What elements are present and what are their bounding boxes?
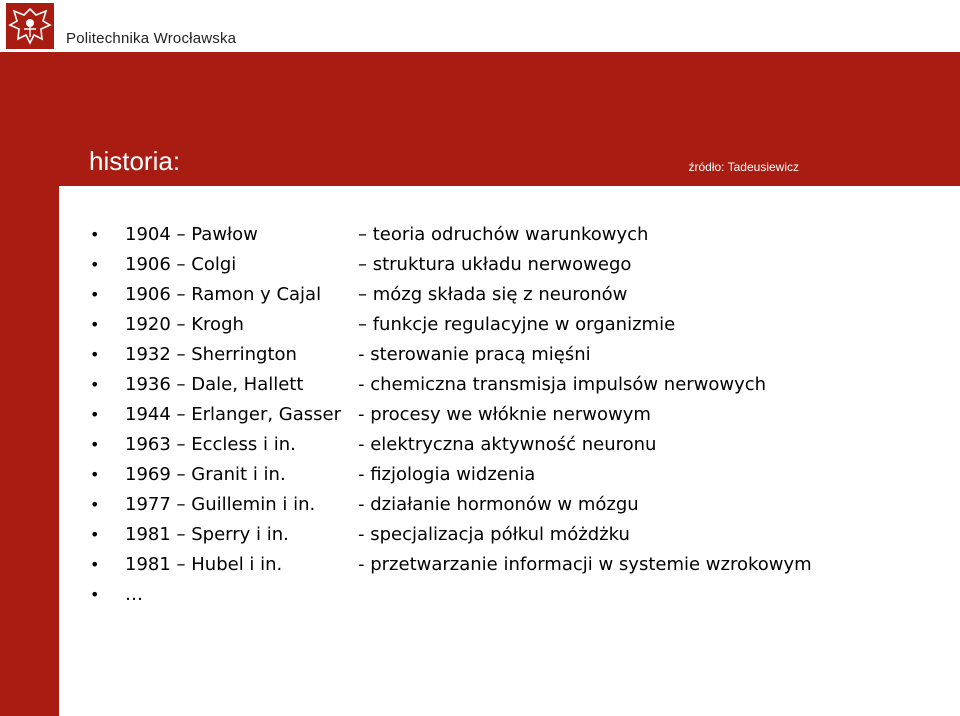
university-logo	[6, 3, 54, 49]
list-item	[0, 340, 960, 370]
list-item	[0, 250, 960, 280]
bullet: •	[90, 525, 100, 544]
bullet: •	[90, 435, 100, 454]
bullet: •	[90, 285, 100, 304]
bullet: •	[90, 315, 100, 334]
title-banner	[59, 52, 960, 186]
list-item-what: - elektryczna aktywność neuronu	[358, 434, 657, 455]
university-name: Politechnika Wrocławska	[66, 30, 237, 47]
list-item	[0, 280, 960, 310]
list-item-who: 1969 – Granit i in.	[125, 464, 286, 485]
list-item-who: 1920 – Krogh	[125, 314, 244, 335]
list-item-who: 1904 – Pawłow	[125, 224, 258, 245]
list-item	[0, 220, 960, 250]
list-item-who: 1981 – Sperry i in.	[125, 524, 289, 545]
bullet: •	[90, 585, 100, 604]
list-item	[0, 550, 960, 580]
list-item-who: 1936 – Dale, Hallett	[125, 374, 304, 395]
list-item-what: - procesy we włóknie nerwowym	[358, 404, 651, 425]
list-item-who: …	[125, 584, 143, 605]
list-item	[0, 490, 960, 520]
list-item-what: - sterowanie pracą mięśni	[358, 344, 591, 365]
list-item-what: - działanie hormonów w mózgu	[358, 494, 639, 515]
list-item-what: - chemiczna transmisja impulsów nerwowych	[358, 374, 767, 395]
list-item-what: - przetwarzanie informacji w systemie wzrokowym	[358, 554, 812, 575]
list-item-what: - fizjologia widzenia	[358, 464, 536, 485]
list-item-who: 1977 – Guillemin i in.	[125, 494, 316, 515]
list-item-what: – struktura układu nerwowego	[358, 254, 632, 275]
list-item-who: 1932 – Sherrington	[125, 344, 297, 365]
list-item-who: 1906 – Ramon y Cajal	[125, 284, 322, 305]
bullet: •	[90, 405, 100, 424]
list-item	[0, 580, 960, 610]
eagle-crest-icon	[6, 3, 54, 49]
list-item-what: – mózg składa się z neuronów	[358, 284, 628, 305]
list-item	[0, 370, 960, 400]
list-item-who: 1963 – Eccless i in.	[125, 434, 296, 455]
list-item	[0, 310, 960, 340]
header-bar	[0, 0, 960, 52]
bullet: •	[90, 465, 100, 484]
list-item	[0, 460, 960, 490]
list-item	[0, 520, 960, 550]
bullet: •	[90, 495, 100, 514]
bullet: •	[90, 375, 100, 394]
list-item-who: 1944 – Erlanger, Gasser	[125, 404, 342, 425]
list-item-what: – teoria odruchów warunkowych	[358, 224, 649, 245]
list-item-what: – funkcje regulacyjne w organizmie	[358, 314, 676, 335]
list-item-what: - specjalizacja półkul móżdżku	[358, 524, 630, 545]
list-item	[0, 400, 960, 430]
list-item-who: 1906 – Colgi	[125, 254, 237, 275]
slide-title: historia:	[89, 146, 181, 176]
list-item-who: 1981 – Hubel i in.	[125, 554, 283, 575]
bullet: •	[90, 555, 100, 574]
bullet: •	[90, 255, 100, 274]
list-item	[0, 430, 960, 460]
bullet: •	[90, 225, 100, 244]
bullet: •	[90, 345, 100, 364]
source-note: źródło: Tadeusiewicz	[688, 160, 799, 174]
